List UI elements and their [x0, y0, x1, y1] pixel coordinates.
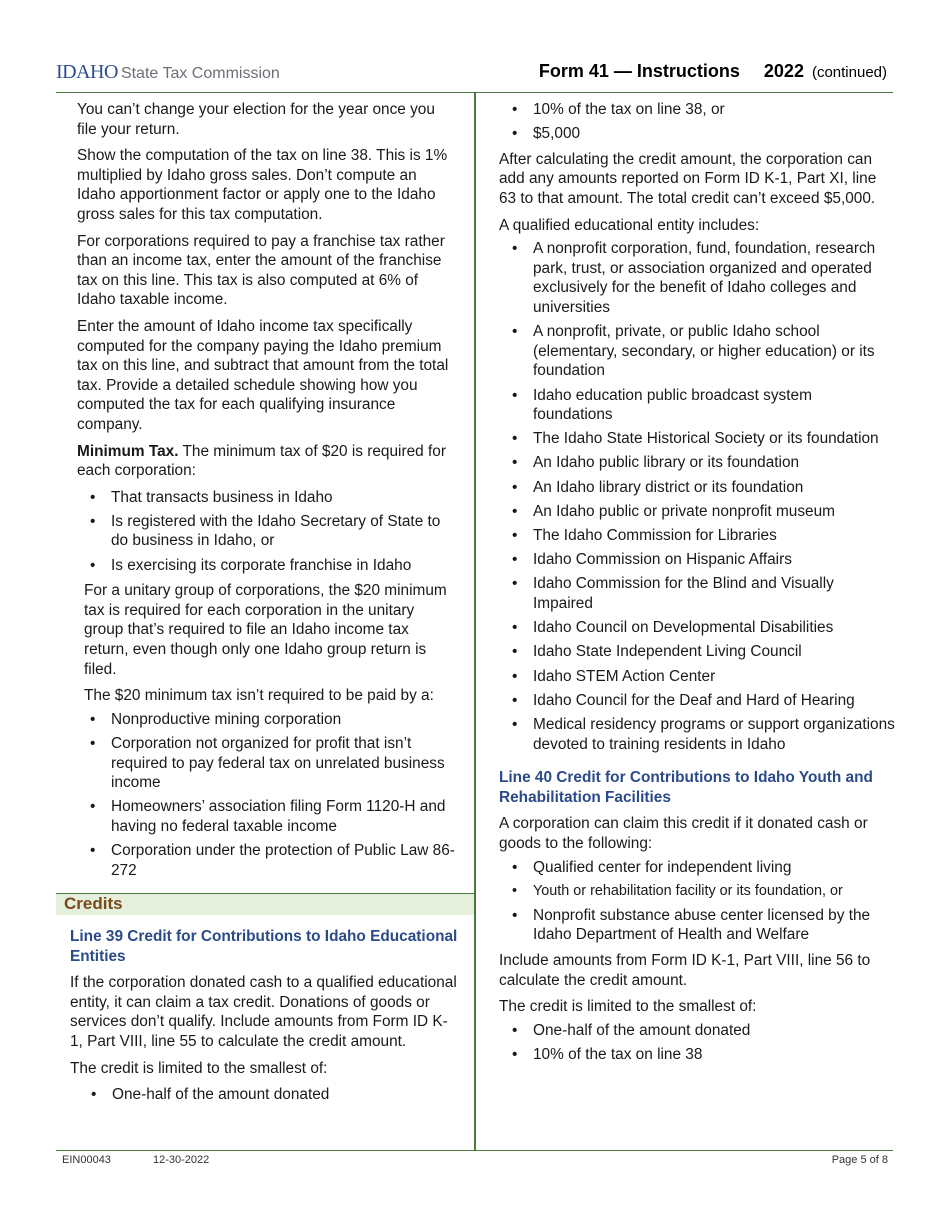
- minimum-tax-list: [77, 488, 457, 576]
- list-item: • Idaho Council for the Deaf and Hard of Hearing: [499, 691, 895, 711]
- logo-idaho: IDAHO: [56, 61, 118, 83]
- line39-section: [70, 927, 460, 1111]
- list-item: • Qualified center for independent living: [499, 858, 895, 878]
- list-item: • Idaho STEM Action Center: [499, 667, 895, 687]
- list-item: • One-half of the amount donated: [499, 1021, 895, 1041]
- column-divider: [474, 92, 476, 1150]
- list-item: • The Idaho Commission for Libraries: [499, 526, 895, 546]
- line39-text: If the corporation donated cash to a qualified educational entity, it can claim a tax credit. Donations of goods or services don’t qualify. Include amounts from Form ID K-1, Part VIII, line 55 to calculate the credit amount.: [70, 974, 457, 1050]
- list-item: • Idaho Commission on Hispanic Affairs: [499, 550, 895, 570]
- continued-label: (continued): [811, 64, 887, 81]
- list-item: • Is exercising its corporate franchise in Idaho: [77, 556, 457, 576]
- list-item: • 10% of the tax on line 38: [499, 1045, 895, 1065]
- list-item: • Idaho education public broadcast system foundations: [499, 386, 895, 425]
- minimum-tax-text: The minimum tax of $20 is required for each corporation:: [77, 442, 446, 480]
- list-item: • That transacts business in Idaho: [77, 488, 457, 508]
- list-item: • Youth or rehabilitation facility or its foundation, or: [499, 882, 895, 902]
- line39-limit: The credit is limited to the smallest of:: [70, 1059, 328, 1077]
- page-number: Page 5 of 8: [831, 1154, 888, 1166]
- footer-rule: [56, 1150, 893, 1151]
- right-column: [499, 100, 895, 1071]
- after-calc-paragraph: After calculating the credit amount, the corporation can add any amounts reported on Form ID K-1, Part XI, line 63 to that amount. The total credit can’t exceed $5,000.: [499, 150, 877, 207]
- franchise-paragraph: For corporations required to pay a franchise tax rather than an income tax, enter the amount of the franchise tax on this line. This tax is also computed at 6% of Idaho taxable income.: [77, 232, 445, 309]
- list-item: • Idaho Council on Developmental Disabilities: [499, 618, 895, 638]
- form-name: Form 41 — Instructions: [538, 61, 740, 81]
- list-item: • Corporation not organized for profit that isn’t required to pay federal tax on unrelated business income: [77, 734, 457, 793]
- line40-text: A corporation can claim this credit if it donated cash or goods to the following:: [499, 815, 868, 852]
- list-item: • Homeowners’ association filing Form 1120-H and having no federal taxable income: [77, 797, 457, 836]
- list-item: • An Idaho library district or its foundation: [499, 478, 895, 498]
- list-item: • $5,000: [499, 124, 895, 144]
- list-item: • Idaho State Independent Living Council: [499, 642, 895, 662]
- not-required-intro: The $20 minimum tax isn’t required to be paid by a:: [84, 687, 434, 705]
- line39-limit-list: [78, 1085, 460, 1105]
- list-item: • One-half of the amount donated: [78, 1085, 460, 1105]
- entity-list: [499, 239, 895, 754]
- list-item: • 10% of the tax on line 38, or: [499, 100, 895, 120]
- list-item: • The Idaho State Historical Society or its foundation: [499, 429, 895, 449]
- logo-text: State Tax Commission: [120, 65, 280, 82]
- line40-limit: The credit is limited to the smallest of:: [499, 998, 757, 1016]
- credits-title: Credits: [64, 894, 123, 913]
- left-column: [77, 100, 457, 886]
- entity-intro: A qualified educational entity includes:: [499, 216, 760, 234]
- minimum-tax-label: Minimum Tax.: [77, 442, 179, 460]
- idaho-logo: [56, 61, 280, 84]
- not-required-list: [77, 710, 457, 881]
- unitary-paragraph: For a unitary group of corporations, the $20 minimum tax is required for each corporation in the unitary group that’s required to file an Idaho income tax return, even though only one Idaho group return is filed.: [84, 582, 447, 678]
- line39-heading: Line 39 Credit for Contributions to Idaho Educational Entities: [70, 928, 458, 965]
- revision-date: 12-30-2022: [153, 1154, 210, 1166]
- line40-list: [499, 858, 895, 946]
- line40-limit-list: [499, 1021, 895, 1065]
- election-paragraph: You can’t change your election for the year once you file your return.: [77, 101, 435, 138]
- list-item: • An Idaho public library or its foundation: [499, 453, 895, 473]
- list-item: • An Idaho public or private nonprofit museum: [499, 502, 895, 522]
- list-item: • Idaho Commission for the Blind and Visually Impaired: [499, 574, 895, 613]
- list-item: • A nonprofit, private, or public Idaho school (elementary, secondary, or higher education) or its foundation: [499, 322, 895, 381]
- minimum-tax-paragraph: [77, 442, 457, 481]
- list-item: • Is registered with the Idaho Secretary of State to do business in Idaho, or: [77, 512, 457, 551]
- list-item: • Medical residency programs or support organizations devoted to training residents in Idaho: [499, 715, 895, 754]
- line40-include: Include amounts from Form ID K-1, Part VIII, line 56 to calculate the credit amount.: [499, 952, 871, 989]
- page-header: [56, 58, 893, 93]
- list-item: • Nonproductive mining corporation: [77, 710, 457, 730]
- computation-paragraph: Show the computation of the tax on line 38. This is 1% multiplied by Idaho gross sales. Don’t compute an Idaho apportionment factor or apply one to the Idaho gross sales for this tax computation.: [77, 147, 448, 223]
- list-item: • Nonprofit substance abuse center licensed by the Idaho Department of Health and Welfare: [499, 906, 895, 945]
- form-code: EIN00043: [62, 1154, 111, 1166]
- credits-section-header: [56, 893, 474, 915]
- form-year: 2022: [763, 61, 804, 81]
- premium-tax-paragraph: Enter the amount of Idaho income tax specifically computed for the company paying the Idaho premium tax on this line, and subtract that amount from the total tax. Provide a detailed schedule showing how you computed the tax for each qualifying insurance company.: [77, 317, 449, 433]
- line40-heading: Line 40 Credit for Contributions to Idaho Youth and Rehabilitation Facilities: [499, 769, 873, 806]
- top-limit-list: [499, 100, 895, 144]
- form-title: [539, 61, 887, 82]
- list-item: • A nonprofit corporation, fund, foundation, research park, trust, or association organized and operated exclusively for the benefit of Idaho colleges and universities: [499, 239, 895, 317]
- list-item: • Corporation under the protection of Public Law 86-272: [77, 841, 457, 880]
